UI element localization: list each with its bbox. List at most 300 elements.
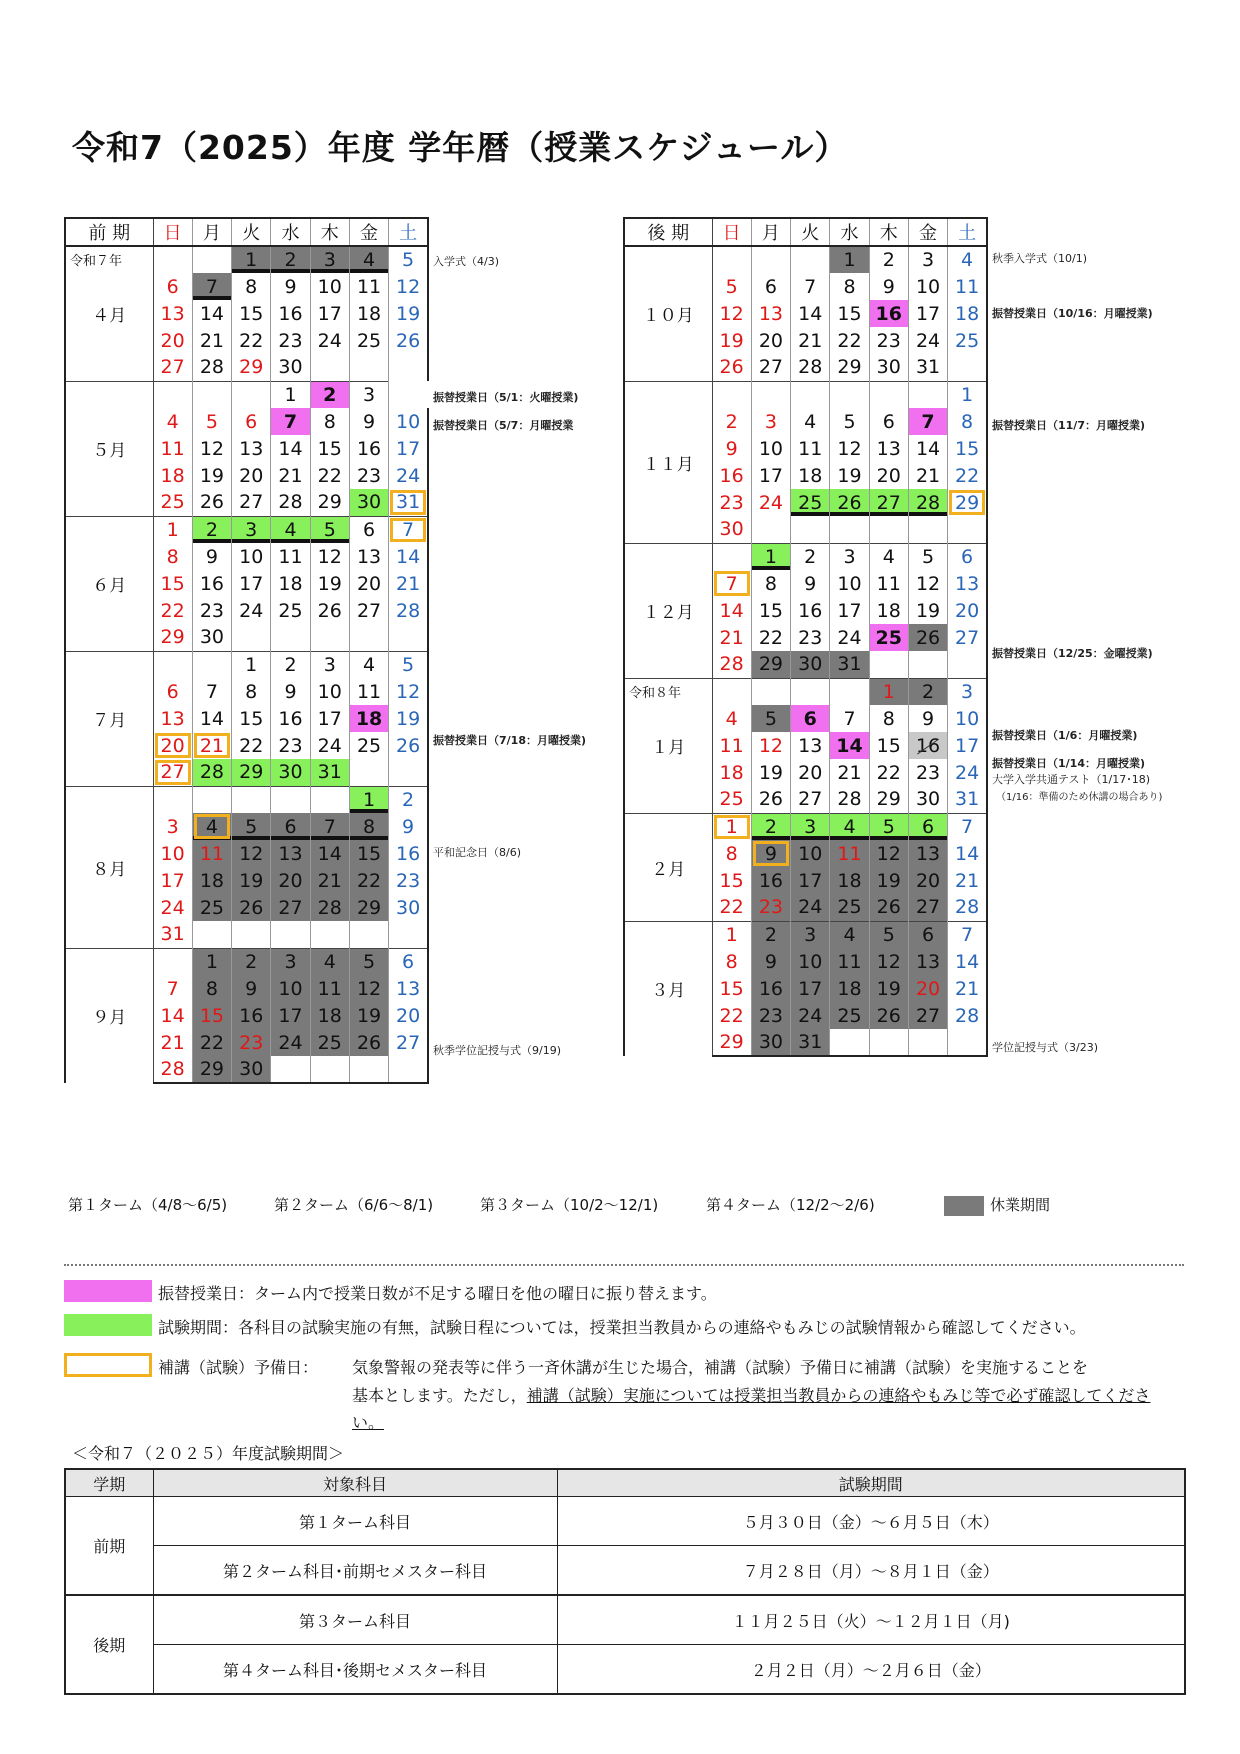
day-cell: 18 bbox=[948, 300, 987, 327]
day-cell: 13 bbox=[389, 975, 428, 1002]
day-cell: 22 bbox=[948, 462, 987, 489]
day-cell: 20 bbox=[153, 327, 192, 354]
day-cell: 15 bbox=[349, 840, 388, 867]
day-cell bbox=[389, 624, 428, 651]
day-cell: 23 bbox=[869, 327, 908, 354]
day-cell: 26 bbox=[389, 732, 428, 759]
day-cell: 9 bbox=[791, 570, 830, 597]
day-cell bbox=[153, 948, 192, 975]
day-cell bbox=[791, 516, 830, 543]
day-cell: 26 bbox=[192, 489, 231, 516]
day-cell: 20 bbox=[271, 867, 310, 894]
day-cell: 14 bbox=[830, 732, 869, 759]
day-cell: 26 bbox=[712, 354, 751, 381]
day-cell bbox=[271, 624, 310, 651]
day-cell: 10 bbox=[310, 678, 349, 705]
day-cell: 21 bbox=[712, 624, 751, 651]
month-label bbox=[624, 921, 712, 1056]
day-cell: 16 bbox=[908, 732, 947, 759]
day-cell: 23 bbox=[712, 489, 751, 516]
first-semester-calendar bbox=[64, 217, 429, 1084]
day-cell: 1 bbox=[271, 381, 310, 408]
day-cell: 30 bbox=[908, 786, 947, 813]
month-label bbox=[624, 678, 712, 813]
day-cell: 8 bbox=[869, 705, 908, 732]
day-cell: 29 bbox=[310, 489, 349, 516]
day-cell: 2 bbox=[869, 246, 908, 273]
day-cell: 8 bbox=[153, 543, 192, 570]
month-name: ５月 bbox=[92, 441, 127, 461]
day-cell bbox=[153, 381, 192, 408]
day-cell: 6 bbox=[908, 921, 947, 948]
day-cell: 6 bbox=[153, 273, 192, 300]
day-cell: 6 bbox=[389, 948, 428, 975]
note-substitute-nov7: 振替授業日（11/7：月曜授業) bbox=[992, 419, 1146, 432]
day-cell: 9 bbox=[751, 840, 790, 867]
day-cell: 28 bbox=[948, 894, 987, 921]
day-cell: 6 bbox=[948, 543, 987, 570]
day-cell: 9 bbox=[712, 435, 751, 462]
day-cell bbox=[389, 759, 428, 786]
exam-subject: 第２ターム科目･前期セメスター科目 bbox=[153, 1546, 557, 1596]
day-cell: 17 bbox=[751, 462, 790, 489]
note-substitute-may7: 振替授業日（5/7：月曜授業 bbox=[433, 419, 574, 432]
day-cell: 7 bbox=[830, 705, 869, 732]
day-cell: 2 bbox=[232, 948, 271, 975]
day-cell: 28 bbox=[712, 651, 751, 678]
day-cell: 11 bbox=[869, 570, 908, 597]
day-cell: 22 bbox=[349, 867, 388, 894]
day-cell bbox=[310, 1056, 349, 1083]
day-cell: 4 bbox=[153, 408, 192, 435]
day-cell: 24 bbox=[271, 1029, 310, 1056]
day-cell: 21 bbox=[948, 975, 987, 1002]
day-cell: 5 bbox=[349, 948, 388, 975]
day-cell: 1 bbox=[192, 948, 231, 975]
day-cell: 17 bbox=[232, 570, 271, 597]
day-cell: 28 bbox=[271, 489, 310, 516]
month-name: １１月 bbox=[642, 454, 694, 475]
month-name: ６月 bbox=[92, 576, 127, 596]
month-label bbox=[65, 381, 153, 516]
day-cell bbox=[271, 921, 310, 948]
day-cell: 16 bbox=[349, 435, 388, 462]
day-cell: 19 bbox=[751, 759, 790, 786]
week-row bbox=[624, 813, 987, 840]
day-cell: 23 bbox=[271, 327, 310, 354]
day-cell: 24 bbox=[791, 1002, 830, 1029]
day-cell: 4 bbox=[791, 408, 830, 435]
note-substitute-jan14: 振替授業日（1/14：月曜授業) bbox=[992, 757, 1146, 770]
day-cell: 24 bbox=[830, 624, 869, 651]
day-cell: 17 bbox=[310, 705, 349, 732]
exam-term-second: 後期 bbox=[65, 1595, 153, 1694]
day-cell: 4 bbox=[349, 246, 388, 273]
day-cell: 10 bbox=[791, 840, 830, 867]
day-cell: 3 bbox=[310, 651, 349, 678]
day-cell: 17 bbox=[948, 732, 987, 759]
day-cell bbox=[908, 1029, 947, 1056]
day-cell: 13 bbox=[153, 705, 192, 732]
day-cell: 20 bbox=[153, 732, 192, 759]
day-cell: 29 bbox=[830, 354, 869, 381]
day-cell: 6 bbox=[751, 273, 790, 300]
day-cell: 27 bbox=[389, 1029, 428, 1056]
day-cell: 16 bbox=[712, 462, 751, 489]
day-cell: 28 bbox=[192, 354, 231, 381]
day-cell: 3 bbox=[791, 813, 830, 840]
day-cell: 9 bbox=[271, 678, 310, 705]
day-cell: 7 bbox=[712, 570, 751, 597]
exam-row bbox=[65, 1497, 1185, 1546]
day-cell: 18 bbox=[869, 597, 908, 624]
day-cell: 13 bbox=[948, 570, 987, 597]
note-substitute-jan6: 振替授業日（1/6：月曜授業) bbox=[992, 729, 1138, 742]
day-cell: 10 bbox=[310, 273, 349, 300]
day-cell: 22 bbox=[751, 624, 790, 651]
day-cell: 15 bbox=[830, 300, 869, 327]
substitute-legend: 振替授業日：ターム内で授業日数が不足する曜日を他の曜日に振り替えます。 bbox=[158, 1284, 717, 1303]
day-cell bbox=[153, 786, 192, 813]
day-cell: 1 bbox=[712, 813, 751, 840]
day-cell: 6 bbox=[153, 678, 192, 705]
divider bbox=[64, 1264, 1184, 1266]
day-cell: 23 bbox=[751, 1002, 790, 1029]
day-cell: 29 bbox=[712, 1029, 751, 1056]
day-cell: 10 bbox=[389, 408, 428, 435]
day-cell: 20 bbox=[349, 570, 388, 597]
day-cell: 26 bbox=[869, 1002, 908, 1029]
exam-legend: 試験期間：各科目の試験実施の有無，試験日程については，授業担当教員からの連絡やもみじの試験情報から確認してください。 bbox=[158, 1318, 1086, 1337]
month-name: １０月 bbox=[642, 306, 694, 327]
exam-header-period: 試験期間 bbox=[557, 1469, 1185, 1497]
day-cell bbox=[869, 651, 908, 678]
day-cell: 25 bbox=[869, 624, 908, 651]
day-cell: 5 bbox=[389, 246, 428, 273]
day-cell: 25 bbox=[349, 327, 388, 354]
week-row bbox=[624, 381, 987, 408]
day-cell bbox=[712, 678, 751, 705]
day-cell: 22 bbox=[712, 1002, 751, 1029]
exam-period: ７月２８日（月）～８月１日（金） bbox=[557, 1546, 1185, 1596]
exam-header-term: 学期 bbox=[65, 1469, 153, 1497]
day-cell: 19 bbox=[908, 597, 947, 624]
day-cell: 22 bbox=[310, 462, 349, 489]
day-cell: 20 bbox=[751, 327, 790, 354]
day-cell: 30 bbox=[389, 894, 428, 921]
day-cell: 29 bbox=[232, 759, 271, 786]
day-cell: 16 bbox=[751, 975, 790, 1002]
day-cell bbox=[310, 624, 349, 651]
day-cell: 9 bbox=[751, 948, 790, 975]
day-cell: 21 bbox=[271, 462, 310, 489]
day-cell: 27 bbox=[232, 489, 271, 516]
day-cell bbox=[869, 1029, 908, 1056]
day-cell: 24 bbox=[908, 327, 947, 354]
day-cell: 27 bbox=[948, 624, 987, 651]
day-cell: 19 bbox=[869, 975, 908, 1002]
day-cell: 12 bbox=[869, 840, 908, 867]
day-cell bbox=[830, 1029, 869, 1056]
weekday-header: 月 bbox=[751, 218, 790, 246]
day-cell: 3 bbox=[271, 948, 310, 975]
day-cell bbox=[712, 543, 751, 570]
semester-header: 前 期 bbox=[65, 218, 153, 246]
exam-subject: 第４ターム科目･後期セメスター科目 bbox=[153, 1645, 557, 1695]
day-cell: 14 bbox=[153, 1002, 192, 1029]
day-cell: 14 bbox=[791, 300, 830, 327]
day-cell bbox=[830, 516, 869, 543]
day-cell: 21 bbox=[908, 462, 947, 489]
day-cell: 9 bbox=[271, 273, 310, 300]
day-cell: 18 bbox=[349, 300, 388, 327]
day-cell: 30 bbox=[192, 624, 231, 651]
day-cell: 28 bbox=[153, 1056, 192, 1083]
day-cell: 31 bbox=[830, 651, 869, 678]
weekday-header: 水 bbox=[830, 218, 869, 246]
weekday-header: 火 bbox=[791, 218, 830, 246]
day-cell: 1 bbox=[232, 651, 271, 678]
day-cell: 10 bbox=[751, 435, 790, 462]
day-cell bbox=[389, 1056, 428, 1083]
day-cell: 22 bbox=[192, 1029, 231, 1056]
day-cell bbox=[271, 786, 310, 813]
day-cell: 22 bbox=[153, 597, 192, 624]
day-cell bbox=[271, 1056, 310, 1083]
day-cell: 2 bbox=[751, 813, 790, 840]
day-cell: 12 bbox=[389, 678, 428, 705]
day-cell: 9 bbox=[232, 975, 271, 1002]
day-cell: 30 bbox=[271, 759, 310, 786]
day-cell: 14 bbox=[712, 597, 751, 624]
month-label bbox=[624, 381, 712, 543]
day-cell: 7 bbox=[153, 975, 192, 1002]
note-substitute-dec25: 振替授業日（12/25：金曜授業) bbox=[992, 647, 1153, 660]
day-cell: 7 bbox=[791, 273, 830, 300]
day-cell: 18 bbox=[349, 705, 388, 732]
day-cell: 8 bbox=[310, 408, 349, 435]
day-cell: 3 bbox=[908, 246, 947, 273]
day-cell: 23 bbox=[271, 732, 310, 759]
month-label bbox=[65, 948, 153, 1083]
day-cell: 6 bbox=[791, 705, 830, 732]
day-cell: 1 bbox=[948, 381, 987, 408]
day-cell: 9 bbox=[869, 273, 908, 300]
day-cell: 5 bbox=[908, 543, 947, 570]
day-cell: 9 bbox=[192, 543, 231, 570]
day-cell: 15 bbox=[192, 1002, 231, 1029]
day-cell: 30 bbox=[232, 1056, 271, 1083]
day-cell: 2 bbox=[389, 786, 428, 813]
day-cell: 29 bbox=[349, 894, 388, 921]
weekday-header: 木 bbox=[310, 218, 349, 246]
day-cell: 4 bbox=[310, 948, 349, 975]
day-cell: 31 bbox=[908, 354, 947, 381]
day-cell bbox=[310, 786, 349, 813]
day-cell: 11 bbox=[830, 948, 869, 975]
day-cell: 21 bbox=[153, 1029, 192, 1056]
day-cell: 19 bbox=[349, 1002, 388, 1029]
exam-term-first: 前期 bbox=[65, 1497, 153, 1596]
day-cell: 20 bbox=[948, 597, 987, 624]
substitute-swatch bbox=[64, 1280, 152, 1302]
day-cell: 8 bbox=[232, 273, 271, 300]
day-cell bbox=[751, 381, 790, 408]
day-cell: 16 bbox=[791, 597, 830, 624]
reserve-legend-line2b: 補講（試験）実施については授業担当教員からの連絡やもみじ等で必ず確認してくださ bbox=[526, 1386, 1151, 1405]
day-cell: 26 bbox=[869, 894, 908, 921]
day-cell: 21 bbox=[389, 570, 428, 597]
day-cell: 26 bbox=[389, 327, 428, 354]
day-cell: 21 bbox=[310, 867, 349, 894]
day-cell: 2 bbox=[192, 516, 231, 543]
day-cell: 1 bbox=[153, 516, 192, 543]
day-cell: 16 bbox=[271, 705, 310, 732]
day-cell: 24 bbox=[751, 489, 790, 516]
day-cell: 5 bbox=[869, 813, 908, 840]
day-cell: 8 bbox=[948, 408, 987, 435]
day-cell: 18 bbox=[192, 867, 231, 894]
day-cell: 21 bbox=[192, 327, 231, 354]
day-cell: 17 bbox=[389, 435, 428, 462]
month-name: ８月 bbox=[92, 859, 127, 880]
weekday-header: 土 bbox=[389, 218, 428, 246]
day-cell bbox=[751, 246, 790, 273]
day-cell: 15 bbox=[712, 867, 751, 894]
day-cell: 21 bbox=[192, 732, 231, 759]
day-cell: 12 bbox=[349, 975, 388, 1002]
day-cell: 6 bbox=[908, 813, 947, 840]
day-cell: 22 bbox=[232, 327, 271, 354]
day-cell bbox=[948, 1029, 987, 1056]
day-cell: 30 bbox=[791, 651, 830, 678]
semester-header: 後 期 bbox=[624, 218, 712, 246]
day-cell: 6 bbox=[232, 408, 271, 435]
day-cell: 7 bbox=[389, 516, 428, 543]
day-cell: 4 bbox=[712, 705, 751, 732]
day-cell: 16 bbox=[869, 300, 908, 327]
day-cell: 13 bbox=[232, 435, 271, 462]
day-cell: 16 bbox=[232, 1002, 271, 1029]
day-cell: 31 bbox=[389, 489, 428, 516]
day-cell: 23 bbox=[791, 624, 830, 651]
exam-period-table bbox=[64, 1468, 1186, 1695]
day-cell: 5 bbox=[712, 273, 751, 300]
day-cell: 4 bbox=[948, 246, 987, 273]
day-cell bbox=[349, 354, 388, 381]
day-cell: 16 bbox=[751, 867, 790, 894]
day-cell: 26 bbox=[908, 624, 947, 651]
day-cell: 31 bbox=[948, 786, 987, 813]
day-cell: 8 bbox=[192, 975, 231, 1002]
note-common-test: 大学入学共通テスト（1/17･18) bbox=[992, 773, 1151, 786]
day-cell: 2 bbox=[271, 651, 310, 678]
day-cell: 9 bbox=[908, 705, 947, 732]
month-label bbox=[65, 246, 153, 381]
week-row bbox=[624, 678, 987, 705]
month-name: １月 bbox=[651, 738, 686, 758]
day-cell: 7 bbox=[271, 408, 310, 435]
day-cell bbox=[948, 354, 987, 381]
day-cell: 27 bbox=[349, 597, 388, 624]
calendar-header-row bbox=[624, 218, 987, 246]
day-cell: 17 bbox=[830, 597, 869, 624]
day-cell bbox=[310, 354, 349, 381]
day-cell: 21 bbox=[830, 759, 869, 786]
day-cell bbox=[830, 381, 869, 408]
day-cell: 12 bbox=[908, 570, 947, 597]
day-cell bbox=[192, 921, 231, 948]
day-cell: 16 bbox=[271, 300, 310, 327]
reserve-legend-line2a: 基本とします。ただし， bbox=[352, 1386, 527, 1405]
era-label: 令和８年 bbox=[629, 685, 682, 701]
day-cell: 2 bbox=[908, 678, 947, 705]
week-row bbox=[624, 246, 987, 273]
day-cell bbox=[349, 759, 388, 786]
day-cell: 6 bbox=[349, 516, 388, 543]
weekday-header: 木 bbox=[869, 218, 908, 246]
exam-period: ５月３０日（金）～６月５日（木） bbox=[557, 1497, 1185, 1546]
day-cell: 12 bbox=[751, 732, 790, 759]
day-cell: 13 bbox=[791, 732, 830, 759]
day-cell: 28 bbox=[830, 786, 869, 813]
week-row bbox=[65, 948, 428, 975]
exam-header-row bbox=[65, 1469, 1185, 1497]
day-cell: 20 bbox=[869, 462, 908, 489]
day-cell: 31 bbox=[153, 921, 192, 948]
day-cell bbox=[791, 678, 830, 705]
day-cell: 7 bbox=[948, 921, 987, 948]
day-cell: 22 bbox=[232, 732, 271, 759]
month-label bbox=[624, 246, 712, 381]
day-cell: 3 bbox=[751, 408, 790, 435]
day-cell: 18 bbox=[153, 462, 192, 489]
note-autumn-graduation: 秋季学位記授与式（9/19) bbox=[433, 1044, 561, 1057]
day-cell: 28 bbox=[389, 597, 428, 624]
weekday-header: 月 bbox=[192, 218, 231, 246]
day-cell bbox=[948, 516, 987, 543]
day-cell: 19 bbox=[389, 705, 428, 732]
day-cell: 13 bbox=[908, 948, 947, 975]
day-cell: 10 bbox=[153, 840, 192, 867]
day-cell: 25 bbox=[349, 732, 388, 759]
day-cell: 10 bbox=[908, 273, 947, 300]
note-common-test-prep: （1/16：準備のため休講の場合あり) bbox=[996, 792, 1163, 803]
day-cell: 20 bbox=[791, 759, 830, 786]
day-cell: 10 bbox=[948, 705, 987, 732]
day-cell: 28 bbox=[791, 354, 830, 381]
note-autumn-entrance: 秋季入学式（10/1) bbox=[992, 252, 1087, 265]
day-cell: 8 bbox=[712, 948, 751, 975]
weekday-header: 金 bbox=[349, 218, 388, 246]
day-cell bbox=[830, 678, 869, 705]
day-cell: 6 bbox=[869, 408, 908, 435]
day-cell: 27 bbox=[869, 489, 908, 516]
day-cell bbox=[349, 1056, 388, 1083]
day-cell: 27 bbox=[153, 759, 192, 786]
day-cell: 10 bbox=[232, 543, 271, 570]
day-cell: 23 bbox=[232, 1029, 271, 1056]
month-name: ９月 bbox=[92, 1008, 127, 1029]
day-cell: 11 bbox=[791, 435, 830, 462]
day-cell: 29 bbox=[751, 651, 790, 678]
day-cell: 25 bbox=[310, 1029, 349, 1056]
holiday-label: 休業期間 bbox=[990, 1196, 1051, 1214]
note-graduation: 学位記授与式（3/23) bbox=[992, 1041, 1098, 1054]
day-cell: 31 bbox=[310, 759, 349, 786]
day-cell bbox=[389, 921, 428, 948]
day-cell: 16 bbox=[192, 570, 231, 597]
